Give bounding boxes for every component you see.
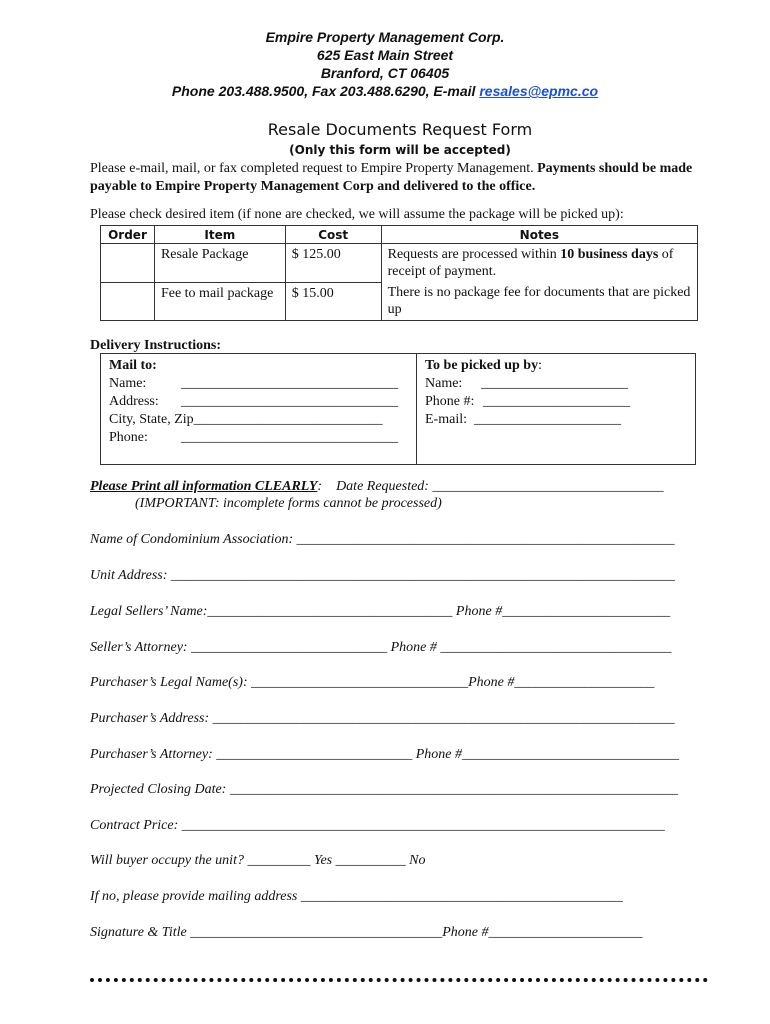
cost-cell: $ 15.00	[285, 282, 381, 321]
unit-address-field[interactable]: Unit Address: ________________________________________________________________________	[90, 568, 675, 583]
condo-association-field[interactable]: Name of Condominium Association: ______________________________________________________	[90, 532, 675, 547]
table-row	[101, 244, 698, 283]
contract-price-field[interactable]: Contract Price: _____________________________________________________________________	[90, 818, 665, 833]
legal-sellers-field[interactable]: Legal Sellers’ Name:___________________________________ Phone #________________________	[90, 604, 671, 619]
mail-phone-field[interactable]	[109, 429, 409, 447]
field-label: E-mail:	[425, 412, 467, 427]
item-cell: Resale Package	[154, 244, 285, 283]
items-table	[100, 225, 698, 321]
field-line[interactable]: _____________________	[474, 412, 621, 427]
mail-address-field[interactable]	[109, 393, 409, 411]
pickup-name-field[interactable]	[425, 375, 695, 393]
field-line[interactable]: _____________________	[481, 376, 628, 391]
table-row	[101, 282, 698, 321]
street-address: 625 East Main Street	[316, 47, 454, 63]
pickup-colon: :	[538, 358, 542, 373]
delivery-box	[100, 353, 696, 465]
notes-text: Requests are processed within	[387, 247, 561, 262]
mail-to-heading: Mail to:	[109, 358, 157, 373]
field-line[interactable]: _______________________________	[181, 394, 398, 409]
header-cost: Cost	[285, 226, 381, 244]
pickup-heading-text: To be picked up by	[425, 358, 539, 373]
company-name: Empire Property Management Corp.	[265, 29, 505, 45]
notes-bold: 10 business days	[560, 247, 659, 262]
cost-cell: $ 125.00	[285, 244, 381, 283]
mail-name-field[interactable]	[109, 375, 409, 393]
pickup-email-field[interactable]	[425, 411, 695, 429]
pickup-heading	[425, 357, 695, 375]
order-checkbox-mail[interactable]	[101, 282, 155, 321]
pickup-section	[425, 357, 695, 429]
check-instruction: Please check desired item (if none are checked, we will assume the package will be picked up):	[90, 207, 624, 222]
sellers-attorney-field[interactable]: Seller’s Attorney: ____________________________ Phone # _________________________________	[90, 640, 672, 655]
mail-to-section	[109, 357, 409, 447]
purchasers-name-field[interactable]: Purchaser’s Legal Name(s): _______________________________Phone #____________________	[90, 675, 655, 690]
field-label: City, State, Zip	[109, 412, 194, 427]
field-label: Name:	[425, 376, 463, 391]
print-clearly-line	[90, 478, 710, 496]
field-line[interactable]: _______________________________	[181, 430, 398, 445]
field-label: Phone #:	[425, 394, 475, 409]
form-subtitle: (Only this form will be accepted)	[289, 143, 511, 157]
intro-paragraph	[90, 160, 710, 196]
item-cell: Fee to mail package	[154, 282, 285, 321]
signature-field[interactable]: Signature & Title ____________________________________Phone #______________________	[90, 925, 643, 940]
important-note: (IMPORTANT: incomplete forms cannot be processed)	[135, 496, 442, 511]
field-line[interactable]: ___________________________	[193, 412, 383, 427]
notes-cell: There is no package fee for documents that are picked up	[381, 282, 697, 321]
header-item: Item	[154, 226, 285, 244]
print-colon: :	[317, 479, 323, 494]
field-label: Phone:	[109, 430, 148, 445]
closing-date-field[interactable]: Projected Closing Date: ________________________________________________________________	[90, 782, 678, 797]
delivery-divider	[416, 354, 417, 464]
email-link[interactable]: resales@epmc.co	[479, 83, 599, 99]
field-label: Address:	[109, 394, 159, 409]
purchasers-address-field[interactable]: Purchaser’s Address: __________________________________________________________________	[90, 711, 675, 726]
phone-fax: Phone 203.488.9500, Fax 203.488.6290, E-mail	[171, 83, 480, 99]
notes-cell	[381, 244, 697, 283]
dotted-separator	[90, 978, 708, 982]
delivery-label: Delivery Instructions:	[90, 338, 222, 353]
mailing-address-field[interactable]: If no, please provide mailing address ______________________________________________	[90, 889, 623, 904]
mail-city-field[interactable]	[109, 411, 409, 429]
intro-text: Please e-mail, mail, or fax completed request to Empire Property Management.	[90, 161, 538, 176]
header-order: Order	[101, 226, 155, 244]
form-title: Resale Documents Request Form	[267, 120, 533, 139]
date-requested-field[interactable]: Date Requested: _________________________________	[336, 479, 664, 494]
buyer-occupy-field[interactable]: Will buyer occupy the unit? _________ Yes __________ No	[90, 853, 426, 868]
print-clearly-label: Please Print all information CLEARLY	[90, 479, 318, 494]
notes-text-end: of receipt of payment.	[387, 247, 674, 279]
header-notes: Notes	[381, 226, 697, 244]
field-label: Name:	[109, 376, 147, 391]
purchasers-attorney-field[interactable]: Purchaser’s Attorney: ____________________________ Phone #_______________________________	[90, 747, 680, 762]
pickup-phone-field[interactable]	[425, 393, 695, 411]
order-checkbox-resale[interactable]	[101, 244, 155, 283]
city-address: Branford, CT 06405	[320, 65, 450, 81]
letterhead	[0, 28, 770, 100]
payment-instruction: Payments should be made payable to Empire Property Management Corp and delivered to the office.	[90, 161, 693, 194]
field-line[interactable]: _____________________	[483, 394, 630, 409]
contact-line	[0, 82, 770, 100]
field-line[interactable]: _______________________________	[181, 376, 398, 391]
